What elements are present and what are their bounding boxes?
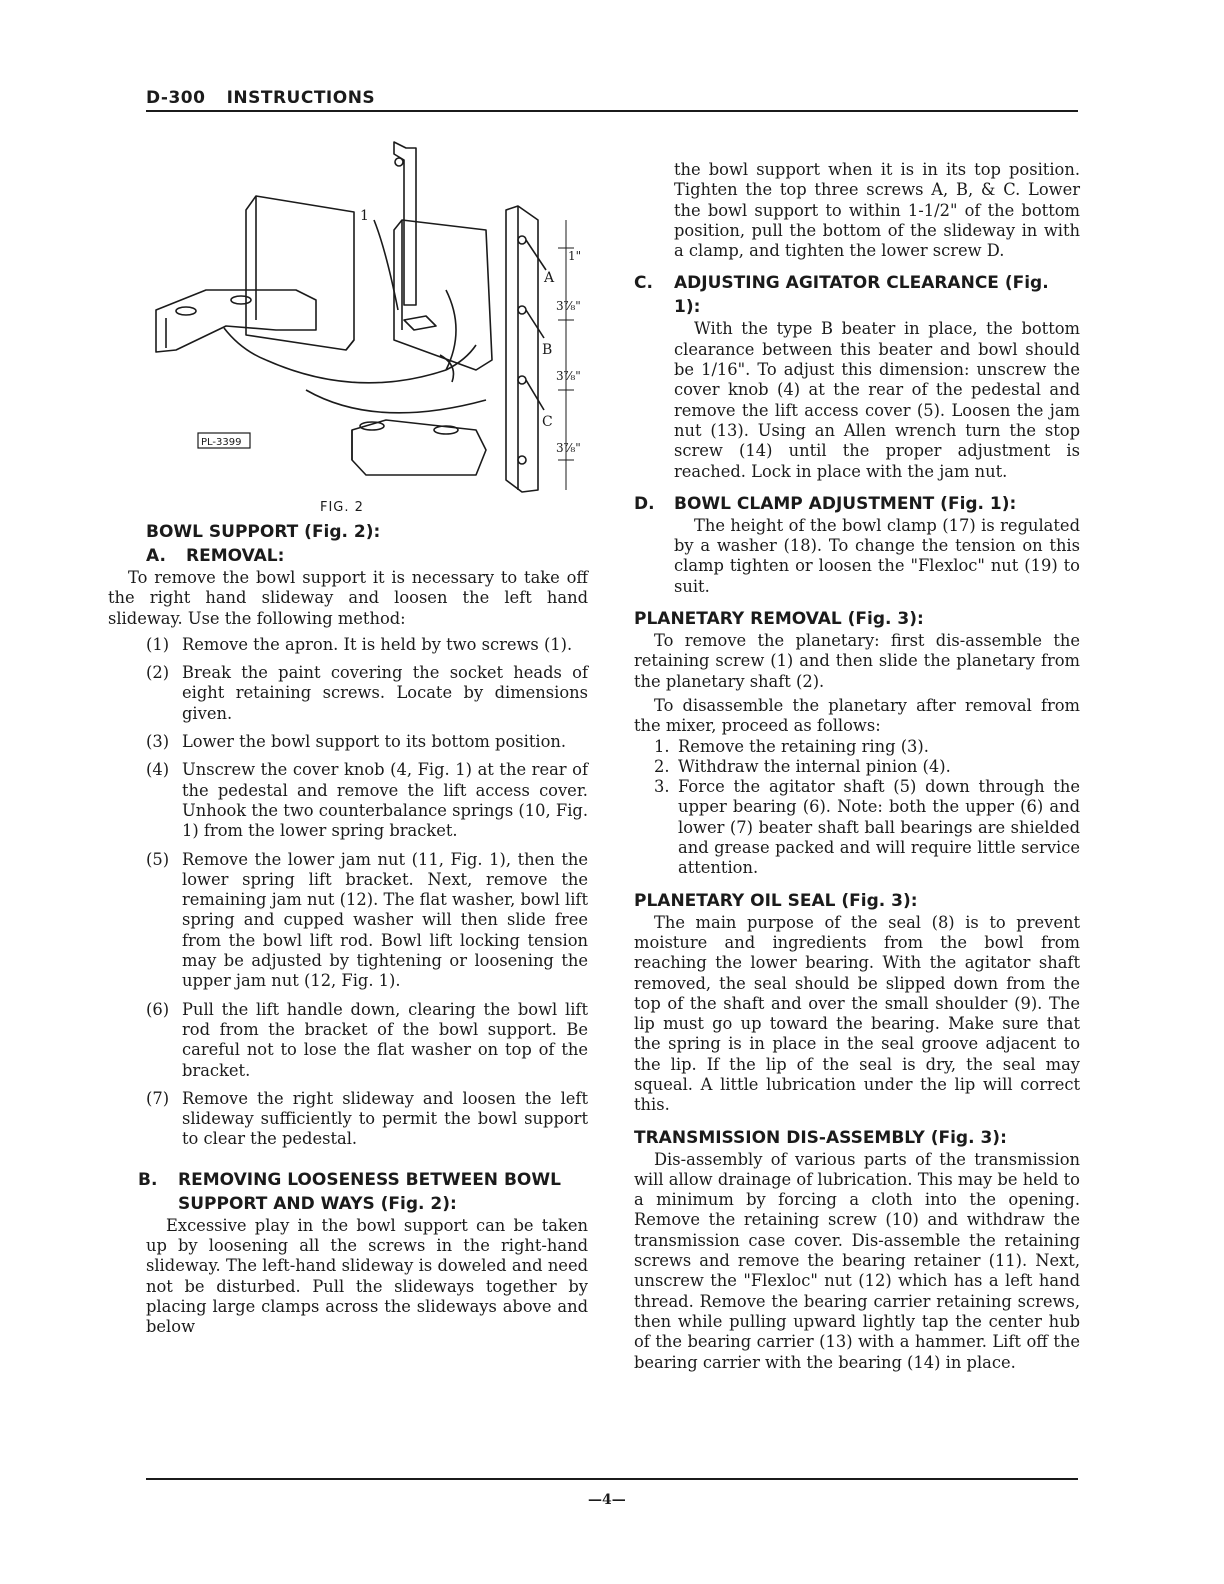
right-column [634,160,1080,1373]
oil-seal-heading: PLANETARY OIL SEAL (Fig. 3): [634,890,918,911]
oil-seal-text: The main purpose of the seal (8) is to prevent moisture and ingredients from the bowl from reaching the lower bearing. With the agitator shaft removed, the seal should be slipped down from the top of the shaft and over the small shoulder (9). The lip must go up toward the bearing. Make sure that the spring is in place in the seal groove adjacent to the lip. If the lip of the seal is dry, the seal may squeal. A little lubrication under the lip will correct this. [634,912,1080,1115]
fig-dim-1: 1" [568,249,582,263]
section-a-heading [146,544,588,568]
section-b-heading [138,1168,588,1216]
planetary-removal-p2: To disassemble the planetary after removal from the mixer, proceed as follows: [634,695,1080,736]
list-item: (3) Lower the bowl support to its bottom position. [146,732,567,752]
fig2-illustration [146,130,586,520]
bowl-support-heading: BOWL SUPPORT (Fig. 2): [146,522,381,542]
bowl-support-panel [246,196,354,350]
section-a-intro: To remove the bowl support it is necessary to take off the right hand slideway and loosen the left hand slideway. Use the following method: [108,568,588,628]
plate-number: PL-3399 [201,437,242,448]
list-item: (1) Remove the apron. It is held by two screws (1). [146,634,573,654]
center-panel [394,220,492,370]
pedestal-foot [352,420,486,475]
section-c-title: ADJUSTING AGITATOR CLEARANCE (Fig. 1): [674,273,1049,318]
section-c-heading [634,271,1080,319]
fig-dim-3: 3⅞" [556,369,581,383]
list-item: 2. Withdraw the internal pinion (4). [654,756,951,776]
section-d-letter: D. [634,493,655,514]
page-header [146,88,1078,112]
fig-label-a: A [544,270,555,286]
fig-label-c: C [542,414,553,430]
list-item: (5) Remove the lower jam nut (11, Fig. 1), then the lower spring lift bracket. Next, remove the remaining jam nut (12). The flat washer, bowl lift spring and cupped washer will then slide free from the bowl lift rod. Bowl lift locking tension may be adjusted by tightening or loosening the upper jam nut (12, Fig. 1). [146,849,588,991]
footer-rule [146,1478,1078,1480]
fig-dim-2: 3⅞" [556,299,581,313]
list-item: (6) Pull the lift handle down, clearing the bowl lift rod from the bracket of the bowl support. Be careful not to lose the flat washer on top of the bracket. [146,999,588,1080]
bowl-ring [266,360,446,383]
section-d-heading [634,492,1080,516]
header-title: INSTRUCTIONS [226,88,376,108]
section-d-text: The height of the bowl clamp (17) is regulated by a washer (18). To change the tension on this clamp tighten or loosen the "Flexloc" nut (19) to suit. [674,515,1080,596]
planetary-removal-p1: To remove the planetary: first dis-assemble the retaining screw (1) and then slide the planetary from the planetary shaft (2). [634,631,1080,691]
list-item: (7) Remove the right slideway and loosen the left slideway sufficiently to permit the bowl support to clear the pedestal. [146,1088,588,1149]
fig-dim-4: 3⅞" [556,441,581,455]
document-code: D-300 [146,88,206,108]
planetary-steps [634,737,1080,879]
screw-hole [395,158,403,166]
page-number: —4— [588,1492,626,1508]
section-a-letter: A. [146,546,166,566]
list-item: 3. Force the agitator shaft (5) down through the upper bearing (6). Note: both the upper (6) and lower (7) beater shaft ball bearings are shielded and grease packed and will require little service attention. [654,777,1080,878]
planetary-removal-heading: PLANETARY REMOVAL (Fig. 3): [634,609,924,630]
right-slideway [506,206,538,492]
section-c-text: With the type B beater in place, the bottom clearance between this beater and bowl should be 1/16". To adjust this dimension: unscrew the cover knob (4) at the rear of the pedestal and remove the lift access cover (5). Loosen the jam nut (13). Using an Allen wrench turn the stop screw (14) until the proper adjustment is reached. Lock in place with the jam nut. [674,319,1080,481]
section-c-letter: C. [634,273,653,294]
fig-label-b: B [542,342,553,358]
section-b-letter: B. [138,1169,158,1190]
section-b-text: Excessive play in the bowl support can be taken up by loosening all the screws in the right-hand slideway. The left-hand slideway is doweled and need not be disturbed. Pull the slideways together by placing large clamps across the slideways above and below [146,1215,588,1337]
section-b-title: REMOVING LOOSENESS BETWEEN BOWL SUPPORT AND WAYS (Fig. 2): [178,1169,561,1214]
figure-caption: FIG. 2 [320,500,364,515]
removal-steps [146,635,588,1150]
list-item: (4) Unscrew the cover knob (4, Fig. 1) at the rear of the pedestal and remove the lift access cover. Unhook the two counterbalance springs (10, Fig. 1) from the lower spring bracket. [146,760,588,841]
list-item: 1. Remove the retaining ring (3). [654,736,929,756]
transmission-text: Dis-assembly of various parts of the transmission will allow drainage of lubrication. This may be held to a minimum by forcing a cloth into the opening. Remove the retaining screw (10) and withdraw the transmission case cover. Dis-assemble the retaining screws and remove the bearing retainer (11). Next, unscrew the "Flexloc" nut (12) which has a left hand thread. Remove the bearing carrier retaining screws, then while pulling upward lightly tap the center hub of the bearing carrier (13) with a hammer. Lift off the bearing carrier with the bearing (14) in place. [634,1149,1080,1372]
fig-label-1: 1 [360,208,369,224]
left-column [108,520,588,1338]
continued-text: the bowl support when it is in its top position. Tighten the top three screws A, B, & C. Lower the bowl support to within 1-1/2" of the bottom position, pull the bottom of the slideway in with a clamp, and tighten the lower screw D. [674,160,1080,261]
list-item: (2) Break the paint covering the socket heads of eight retaining screws. Locate by dimensions given. [146,663,588,723]
section-d-title: BOWL CLAMP ADJUSTMENT (Fig. 1): [674,493,1017,514]
section-a-title: REMOVAL: [186,546,285,566]
transmission-heading: TRANSMISSION DIS-ASSEMBLY (Fig. 3): [634,1127,1007,1148]
